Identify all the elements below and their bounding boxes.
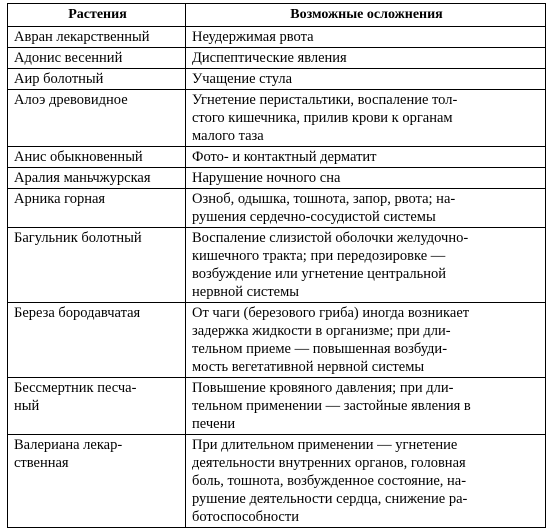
complication-line: тельном применении — застойные явления в <box>192 398 471 414</box>
complication-line: Диспептические явления <box>192 50 347 66</box>
header-complications: Возможные осложнения <box>186 4 546 27</box>
plant-name-line: Анис обыкновенный <box>14 149 143 165</box>
complication-cell <box>186 189 546 228</box>
header-row <box>8 4 546 27</box>
complication-line: боль, тошнота, возбужденное состояние, на- <box>192 473 467 489</box>
table-row <box>8 69 546 90</box>
plant-name-cell <box>8 378 186 435</box>
complication-line: деятельности внутренних органов, головная <box>192 455 466 471</box>
plant-name-line: ственная <box>14 455 69 471</box>
complication-cell <box>186 303 546 378</box>
plant-name-line: ный <box>14 398 40 414</box>
table-row <box>8 147 546 168</box>
complication-cell <box>186 48 546 69</box>
plant-name-cell <box>8 48 186 69</box>
table-row <box>8 27 546 48</box>
complication-line: печени <box>192 416 236 432</box>
complication-cell <box>186 228 546 303</box>
complication-line: Повышение кровяного давления; при дли- <box>192 380 454 396</box>
complication-line: кишечного тракта; при передозировке — <box>192 248 446 264</box>
complication-line: Воспаление слизистой оболочки желудочно- <box>192 230 469 246</box>
plant-name-line: Бессмертник песча- <box>14 380 137 396</box>
complication-line: Озноб, одышка, тошнота, запор, рвота; на- <box>192 191 456 207</box>
complication-line: рушения сердечно-сосудистой системы <box>192 209 436 225</box>
plant-name-cell <box>8 147 186 168</box>
complication-cell <box>186 69 546 90</box>
plant-name-line: Багульник болотный <box>14 230 142 246</box>
complication-cell <box>186 90 546 147</box>
complication-line: тельном приеме — повышенная возбуди- <box>192 341 448 357</box>
complication-line: возбуждение или угнетение центральной <box>192 266 447 282</box>
complication-line: мость вегетативной нервной системы <box>192 359 425 375</box>
complication-line: нервной системы <box>192 284 300 300</box>
plant-name-cell <box>8 168 186 189</box>
complication-line: Фото- и контактный дерматит <box>192 149 377 165</box>
complication-line: Учащение стула <box>192 71 293 87</box>
plant-name-cell <box>8 90 186 147</box>
table-body <box>8 27 546 528</box>
table-row <box>8 378 546 435</box>
plant-name-cell <box>8 303 186 378</box>
complication-line: малого таза <box>192 128 264 144</box>
plant-name-line: Авран лекарственный <box>14 29 150 45</box>
plant-name-line: Адонис весенний <box>14 50 123 66</box>
complication-line: От чаги (березового гриба) иногда возникает <box>192 305 470 321</box>
complication-line: ботоспособности <box>192 509 299 525</box>
table-row <box>8 90 546 147</box>
plant-name-line: Алоэ древовидное <box>14 92 128 108</box>
table-row <box>8 48 546 69</box>
complication-line: При длительном применении — угнетение <box>192 437 458 453</box>
complication-cell <box>186 168 546 189</box>
table-header <box>8 4 546 27</box>
complication-line: Угнетение перистальтики, воспаление тол- <box>192 92 458 108</box>
complication-line: задержка жидкости в организме; при дли- <box>192 323 451 339</box>
table-row <box>8 435 546 528</box>
plant-name-line: Аралия маньчжурская <box>14 170 151 186</box>
plant-name-line: Береза бородавчатая <box>14 305 141 321</box>
table-row <box>8 303 546 378</box>
complication-line: стого кишечника, прилив крови к органам <box>192 110 453 126</box>
table-row <box>8 228 546 303</box>
complication-line: рушение деятельности сердца, снижение ра- <box>192 491 468 507</box>
plant-name-line: Аир болотный <box>14 71 104 87</box>
plant-complications-table <box>7 3 546 528</box>
plant-name-line: Валериана лекар- <box>14 437 123 453</box>
complication-cell <box>186 147 546 168</box>
table-row <box>8 168 546 189</box>
plant-name-cell <box>8 435 186 528</box>
plant-name-cell <box>8 69 186 90</box>
complication-cell <box>186 378 546 435</box>
header-plants: Растения <box>8 4 186 27</box>
plant-name-line: Арника горная <box>14 191 106 207</box>
complication-cell <box>186 435 546 528</box>
table-row <box>8 189 546 228</box>
complication-line: Неудержимая рвота <box>192 29 314 45</box>
complication-line: Нарушение ночного сна <box>192 170 341 186</box>
plant-name-cell <box>8 228 186 303</box>
plant-name-cell <box>8 27 186 48</box>
plant-name-cell <box>8 189 186 228</box>
complication-cell <box>186 27 546 48</box>
